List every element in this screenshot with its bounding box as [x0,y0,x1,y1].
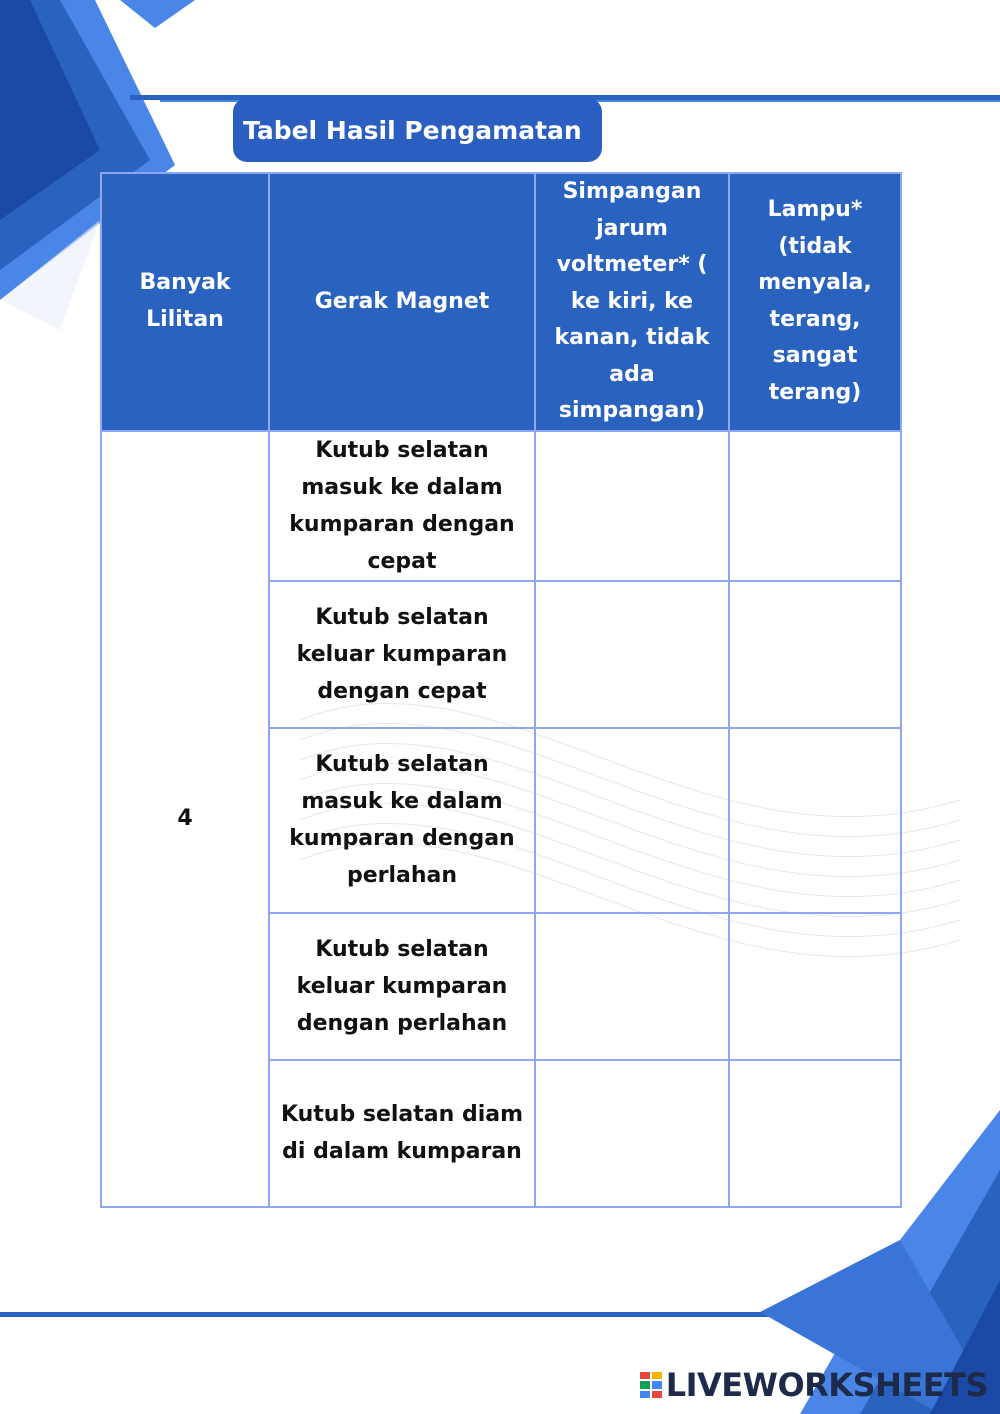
liveworksheets-logo-icon [640,1372,662,1398]
header-lampu: Lampu* (tidak menyala, terang, sangat terang) [729,173,901,431]
simpangan-input-cell[interactable] [535,1060,729,1207]
header-gerak-magnet: Gerak Magnet [269,173,535,431]
table-header-row [101,173,901,431]
lampu-input-cell[interactable] [729,728,901,913]
header-banyak-lilitan: Banyak Lilitan [101,173,269,431]
gerak-cell: Kutub selatan masuk ke dalam kumparan dengan cepat [269,431,535,581]
simpangan-input-cell[interactable] [535,581,729,728]
lampu-input-cell[interactable] [729,913,901,1060]
lampu-input-cell[interactable] [729,581,901,728]
observation-table [100,172,902,1208]
simpangan-input-cell[interactable] [535,913,729,1060]
coil-count-cell: 4 [101,431,269,1207]
liveworksheets-watermark [640,1366,988,1404]
gerak-cell: Kutub selatan keluar kumparan dengan cepat [269,581,535,728]
watermark-text: LIVEWORKSHEETS [665,1366,988,1404]
gerak-cell: Kutub selatan masuk ke dalam kumparan dengan perlahan [269,728,535,913]
lampu-input-cell[interactable] [729,1060,901,1207]
simpangan-input-cell[interactable] [535,728,729,913]
lampu-input-cell[interactable] [729,431,901,581]
gerak-cell: Kutub selatan diam di dalam kumparan [269,1060,535,1207]
page-title: Tabel Hasil Pengamatan [233,98,602,162]
table-row [101,431,901,581]
simpangan-input-cell[interactable] [535,431,729,581]
gerak-cell: Kutub selatan keluar kumparan dengan perlahan [269,913,535,1060]
header-simpangan: Simpangan jarum voltmeter* ( ke kiri, ke kanan, tidak ada simpangan) [535,173,729,431]
